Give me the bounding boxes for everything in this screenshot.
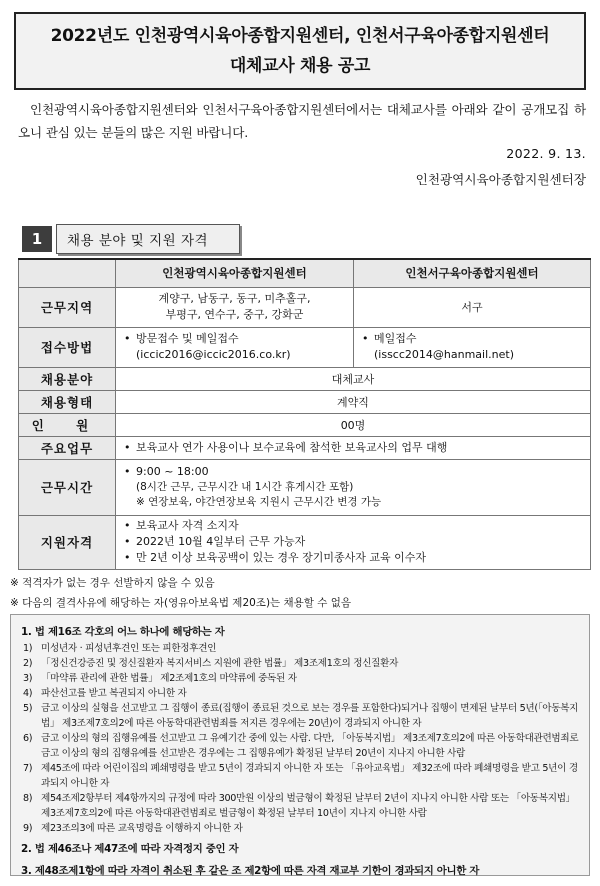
list-item — [21, 821, 579, 836]
list-item — [21, 656, 579, 671]
list-item-text: 금고 이상의 형의 집행유예를 선고받고 그 유예기간 중에 있는 사람. 다만, 「아동복지법」 제3조제7호의2에 따른 아동학대관련범죄로 금고 이상의 형의 집행유예를 선고받은 경우에는 그 집행유예가 확정된 날부터 20년이 지나지 아니한 사람 — [41, 733, 579, 759]
list-item-number: 5) — [23, 703, 33, 714]
list-item-text: 「마약류 관리에 관한 법률」 제2조제1호의 마약류에 중독된 자 — [41, 673, 297, 684]
recruitment-table — [18, 258, 591, 570]
note-no-selection: ※ 적격자가 없는 경우 선발하지 않을 수 있음 — [10, 577, 215, 589]
disqualification-heading-3: 3. 제48조제1항에 따라 자격이 취소된 후 같은 조 제2항에 따른 자격 재교부 기한이 경과되지 아니한 자 — [21, 865, 480, 877]
qualification-item: • 2022년 10월 4일부터 근무 가능자 — [122, 534, 584, 550]
qualification-value-cell — [116, 515, 591, 569]
row-label-duty: 주요업무 — [19, 436, 116, 459]
list-item — [21, 641, 579, 656]
list-item-text: 금고 이상의 실형을 선고받고 그 집행이 종료(집행이 종료된 것으로 보는 경우를 포함한다)되거나 집행이 면제된 날부터 5년(「아동복지법」 제3조제7호의2에 따른 아동학대관련범죄를 저지른 경우에는 20년)이 경과되지 아니한 자 — [41, 703, 579, 729]
list-item-text: 제54조제2항부터 제4항까지의 규정에 따라 300만원 이상의 벌금형이 확정된 날부터 2년이 지나지 아니한 사람 또는 「아동복지법」 제3조제7호의2에 따른 아동학대관련범죄로 벌금형이 확정된 날부터 10년이 지나지 아니한 사람 — [41, 793, 575, 819]
list-item — [21, 686, 579, 701]
field-value: 대체교사 — [116, 367, 591, 390]
qualification-item: • 보육교사 자격 소지자 — [122, 518, 584, 534]
table-row-hours — [19, 459, 591, 515]
work-area-col1-line2: 부평구, 연수구, 중구, 강화군 — [165, 308, 304, 321]
application-col1-email: (iccic2016@iccic2016.co.kr) — [136, 348, 291, 361]
table-row-qualification — [19, 515, 591, 569]
row-label-type: 채용형태 — [19, 390, 116, 413]
announcement-date: 2022. 9. 13. — [506, 146, 586, 161]
list-item-number: 2) — [23, 658, 33, 669]
section-title: 채용 분야 및 지원 자격 — [56, 224, 240, 254]
list-item-number: 6) — [23, 733, 33, 744]
row-label-application: 접수방법 — [19, 327, 116, 367]
application-col2-item — [360, 331, 584, 363]
list-item-text: 미성년자 · 피성년후견인 또는 피한정후견인 — [41, 643, 217, 654]
qualification-item: • 만 2년 이상 보육공백이 있는 경우 장기미종사자 교육 이수자 — [122, 550, 584, 566]
duty-value-cell — [116, 436, 591, 459]
section-number: 1 — [22, 226, 52, 252]
list-item-text: 제23조의3에 따른 교육명령을 이행하지 아니한 자 — [41, 823, 243, 834]
work-area-col1-line1: 계양구, 남동구, 동구, 미추홀구, — [158, 292, 311, 305]
list-item-number: 3) — [23, 673, 33, 684]
table-header-row — [19, 259, 591, 287]
list-item-text: 파산선고를 받고 복권되지 아니한 자 — [41, 688, 187, 699]
list-item-number: 7) — [23, 763, 33, 774]
type-value: 계약직 — [116, 390, 591, 413]
empty-corner-cell — [19, 259, 116, 287]
disqualification-heading-1: 1. 법 제16조 각호의 어느 하나에 해당하는 자 — [21, 626, 225, 638]
application-col1 — [116, 327, 354, 367]
hours-note: ※ 연장보육, 야간연장보육 지원시 근무시간 변경 가능 — [136, 496, 382, 508]
list-item-number: 4) — [23, 688, 33, 699]
row-label-work-area: 근무지역 — [19, 287, 116, 327]
hours-value-cell — [116, 459, 591, 515]
work-area-col2: 서구 — [354, 287, 591, 327]
list-item — [21, 731, 579, 761]
list-item — [21, 701, 579, 731]
application-col2-line1: 메일접수 — [374, 332, 417, 345]
note-disqualification: ※ 다음의 결격사유에 해당하는 자(영유아보육법 제20조)는 채용할 수 없음 — [10, 597, 352, 609]
list-item-number: 1) — [23, 643, 33, 654]
table-row-field — [19, 367, 591, 390]
duty-value: • 보육교사 연가 사용이나 보수교육에 참석한 보육교사의 업무 대행 — [122, 440, 584, 456]
table-row-headcount — [19, 413, 591, 436]
hours-detail: (8시간 근무, 근무시간 내 1시간 휴게시간 포함) — [136, 481, 354, 493]
list-item — [21, 791, 579, 821]
title-line-1: 2022년도 인천광역시육아종합지원센터, 인천서구육아종합지원센터 — [50, 26, 550, 46]
disqualification-heading-2: 2. 법 제46조나 제47조에 따라 자격정지 중인 자 — [21, 843, 239, 855]
list-item — [21, 761, 579, 791]
list-item-text: 제45조에 따라 어린이집의 폐쇄명령을 받고 5년이 경과되지 아니한 자 또는 「유아교육법」 제32조에 따라 폐쇄명령을 받고 5년이 경과되지 아니한 자 — [41, 763, 578, 789]
row-label-hours: 근무시간 — [19, 459, 116, 515]
application-col2-email: (isscc2014@hanmail.net) — [374, 348, 514, 361]
title-line-2: 대체교사 채용 공고 — [229, 56, 371, 76]
hours-time: • 9:00 ~ 18:00 — [122, 464, 584, 480]
application-col1-item — [122, 331, 347, 363]
application-col2 — [354, 327, 591, 367]
table-row-application — [19, 327, 591, 367]
list-item — [21, 671, 579, 686]
headcount-value: 00명 — [116, 413, 591, 436]
notes — [10, 573, 351, 613]
table-row-work-area — [19, 287, 591, 327]
list-item-number: 9) — [23, 823, 33, 834]
table-row-duty — [19, 436, 591, 459]
row-label-headcount: 인 원 — [19, 413, 116, 436]
list-item-number: 8) — [23, 793, 33, 804]
issuer: 인천광역시육아종합지원센터장 — [415, 172, 586, 187]
application-col1-line1: 방문접수 및 메일접수 — [136, 332, 239, 345]
disqualification-box — [10, 614, 590, 876]
intro-paragraph: 인천광역시육아종합지원센터와 인천서구육아종합지원센터에서는 대체교사를 아래와 같이 공개모집 하오니 관심 있는 분들의 많은 지원 바랍니다. — [18, 102, 586, 140]
list-item-text: 「정신건강증진 및 정신질환자 복지서비스 지원에 관한 법률」 제3조제1호의 정신질환자 — [41, 658, 399, 669]
table-row-type — [19, 390, 591, 413]
column-header-incheon-metro: 인천광역시육아종합지원센터 — [116, 259, 354, 287]
column-header-seo-gu: 인천서구육아종합지원센터 — [354, 259, 591, 287]
title-box — [14, 12, 586, 90]
work-area-col1 — [116, 287, 354, 327]
row-label-field: 채용분야 — [19, 367, 116, 390]
row-label-qualification: 지원자격 — [19, 515, 116, 569]
